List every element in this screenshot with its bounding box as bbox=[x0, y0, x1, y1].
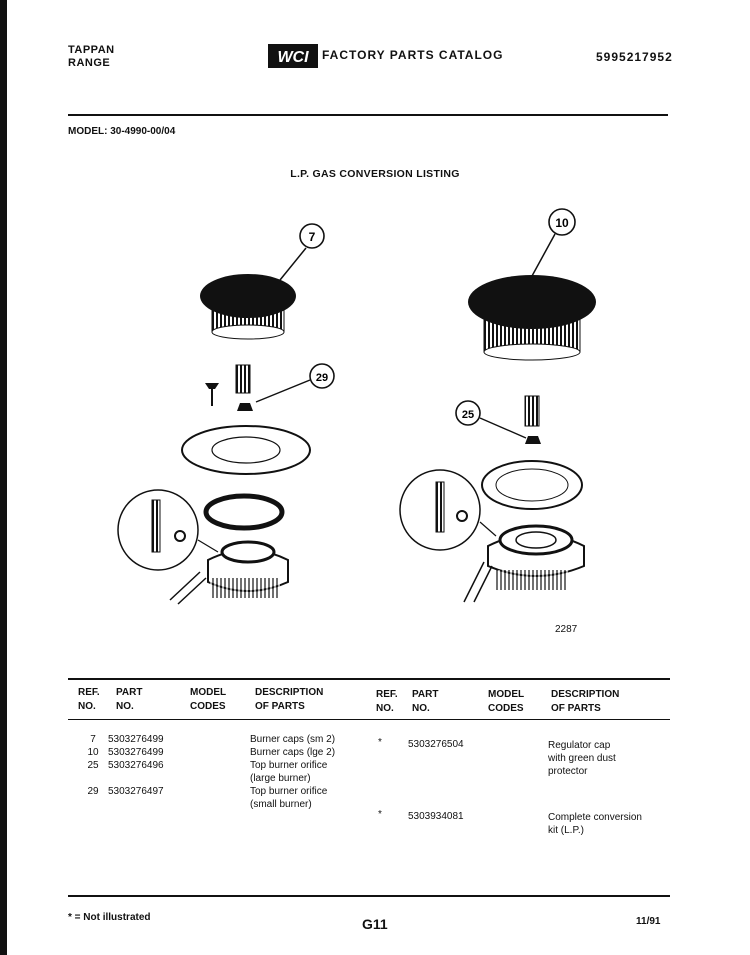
row-desc: Burner caps (sm 2) bbox=[250, 734, 336, 745]
brand-name: TAPPAN bbox=[68, 44, 115, 56]
small-orifice-parts bbox=[205, 365, 253, 411]
large-burner-base bbox=[464, 526, 584, 602]
exploded-parts-diagram bbox=[100, 200, 700, 650]
row-ref: * bbox=[378, 809, 382, 820]
callout-29-label: 29 bbox=[315, 372, 329, 384]
header-rule bbox=[68, 114, 668, 116]
left-detail-circle bbox=[118, 490, 218, 570]
right-header-ref: REF. NO. bbox=[376, 689, 398, 714]
leader-10 bbox=[532, 234, 555, 276]
right-header-part: PART NO. bbox=[412, 689, 439, 714]
row-ref: 7 bbox=[90, 734, 96, 745]
row-ref: 29 bbox=[87, 786, 99, 797]
row-desc: (small burner) bbox=[250, 799, 312, 810]
small-burner-ring bbox=[182, 426, 310, 528]
leader-25 bbox=[480, 418, 526, 438]
row-ref: 10 bbox=[87, 747, 99, 758]
large-orifice-parts bbox=[525, 396, 541, 444]
small-burner-cap bbox=[200, 274, 296, 339]
binding-edge bbox=[0, 0, 7, 955]
row-part: 5303276504 bbox=[408, 739, 464, 750]
table-top-rule bbox=[68, 678, 670, 680]
callout-25 bbox=[456, 401, 480, 425]
callout-25-label: 25 bbox=[461, 409, 475, 421]
right-header-desc: DESCRIPTION OF PARTS bbox=[551, 689, 620, 714]
table-header-rule bbox=[68, 719, 670, 720]
product-name: RANGE bbox=[68, 57, 111, 69]
wci-logo bbox=[268, 42, 318, 70]
row-desc-right-1: Regulator cap with green dust protector bbox=[548, 740, 616, 777]
table-row bbox=[378, 736, 382, 749]
callout-7-label: 7 bbox=[308, 230, 316, 244]
model-line: MODEL: 30-4990-00/04 bbox=[68, 126, 176, 137]
row-desc-right-2: Complete conversion kit (L.P.) bbox=[548, 812, 642, 836]
left-header-part: PART NO. bbox=[116, 687, 143, 712]
brand-block bbox=[68, 44, 115, 70]
leader-7 bbox=[280, 248, 306, 280]
catalog-number: 5995217952 bbox=[596, 50, 673, 64]
catalog-title: FACTORY PARTS CATALOG bbox=[322, 48, 504, 62]
table-row bbox=[378, 808, 382, 821]
left-header-desc: DESCRIPTION OF PARTS bbox=[255, 687, 324, 712]
table-bottom-rule bbox=[68, 895, 670, 897]
left-header-codes: MODEL CODES bbox=[190, 687, 227, 712]
descriptions-left bbox=[250, 733, 335, 811]
row-desc: (large burner) bbox=[250, 773, 311, 784]
callout-7 bbox=[300, 224, 324, 248]
row-ref: 25 bbox=[87, 760, 99, 771]
row-part: 5303276499 bbox=[108, 747, 164, 758]
logo-text: WCI bbox=[277, 49, 309, 66]
part-numbers-left bbox=[108, 733, 164, 798]
row-part: 5303276499 bbox=[108, 734, 164, 745]
diagram-number: 2287 bbox=[555, 624, 578, 635]
row-desc: Top burner orifice bbox=[250, 786, 328, 797]
leader-29 bbox=[256, 380, 310, 402]
left-header-ref: REF. NO. bbox=[78, 687, 100, 712]
right-header-codes: MODEL CODES bbox=[488, 689, 525, 714]
row-desc: Burner caps (lge 2) bbox=[250, 747, 336, 758]
row-ref: * bbox=[378, 737, 382, 748]
row-part: 5303276497 bbox=[108, 786, 164, 797]
row-part: 5303276496 bbox=[108, 760, 164, 771]
row-desc: Top burner orifice bbox=[250, 760, 328, 771]
section-title: L.P. GAS CONVERSION LISTING bbox=[290, 168, 460, 180]
callout-10-label: 10 bbox=[555, 216, 569, 230]
revision-date: 11/91 bbox=[636, 916, 661, 927]
callout-10 bbox=[549, 209, 575, 235]
table-row bbox=[78, 733, 108, 798]
footnote: * = Not illustrated bbox=[68, 912, 151, 923]
large-burner-ring bbox=[482, 461, 582, 509]
callout-29 bbox=[310, 364, 334, 388]
page-number: G11 bbox=[362, 916, 388, 932]
row-part: 5303934081 bbox=[408, 811, 464, 822]
large-burner-cap bbox=[468, 275, 596, 360]
